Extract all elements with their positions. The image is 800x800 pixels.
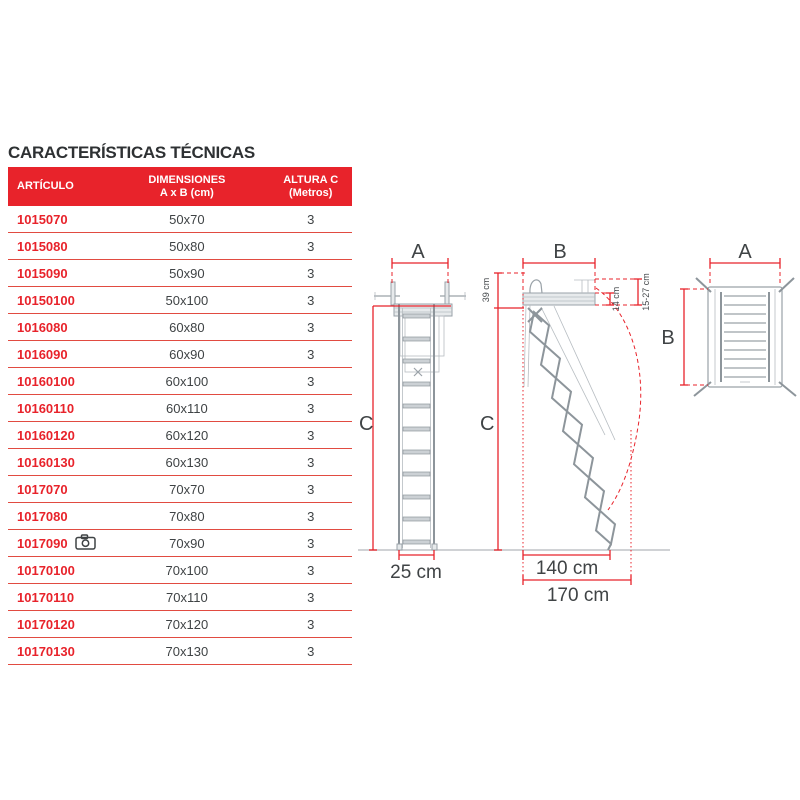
top-dimensions xyxy=(680,258,780,385)
side-height-label: C xyxy=(480,413,495,435)
technical-diagrams xyxy=(358,232,800,622)
articulo-cell xyxy=(8,320,104,335)
articulo-value: 1017080 xyxy=(17,508,68,524)
table-row xyxy=(8,611,352,638)
articulo-cell xyxy=(8,563,104,578)
table-header xyxy=(8,167,352,206)
articulo-cell xyxy=(8,428,104,443)
dimensiones-cell: 60x110 xyxy=(166,400,208,416)
reach-140cm-label: 140 cm xyxy=(535,558,599,579)
articulo-value: 10150100 xyxy=(17,292,75,308)
column-sublabel: A x B (cm) xyxy=(159,186,214,199)
dimensiones-cell: 70x100 xyxy=(165,562,209,578)
table-row xyxy=(8,233,352,260)
articulo-value: 10170100 xyxy=(17,562,75,578)
top-view-structure xyxy=(694,278,796,396)
table-row xyxy=(8,314,352,341)
altura-cell: 3 xyxy=(307,562,315,578)
altura-cell: 3 xyxy=(307,292,315,308)
articulo-value: 1016080 xyxy=(17,319,68,335)
articulo-value: 1015090 xyxy=(17,265,68,281)
top-view-diagram xyxy=(661,241,796,396)
altura-cell: 3 xyxy=(307,427,315,443)
articulo-value: 10170130 xyxy=(17,643,75,659)
front-dimensions xyxy=(369,258,451,560)
reach-170cm-label: 170 cm xyxy=(546,585,610,606)
front-height-label: C xyxy=(359,413,374,435)
altura-cell: 3 xyxy=(307,265,315,281)
dimensiones-cell: 70x90 xyxy=(169,535,205,551)
altura-cell: 3 xyxy=(307,319,315,335)
table-row xyxy=(8,503,352,530)
dimensiones-cell: 50x70 xyxy=(169,211,205,227)
altura-cell: 3 xyxy=(307,373,315,389)
altura-cell: 3 xyxy=(307,535,315,551)
column-label: DIMENSIONES xyxy=(148,174,226,186)
offset-39cm-label: 39 cm xyxy=(481,277,491,303)
altura-cell: 3 xyxy=(307,481,315,497)
articulo-cell xyxy=(8,455,104,470)
articulo-cell xyxy=(8,347,104,362)
dimensiones-cell: 60x80 xyxy=(169,319,205,335)
top-width-label: A xyxy=(738,241,752,263)
dimensiones-cell: 50x90 xyxy=(169,265,205,281)
altura-cell: 3 xyxy=(307,589,315,605)
table-row xyxy=(8,206,352,233)
articulo-cell xyxy=(8,617,104,632)
frame-15-27cm-label: 15-27 cm xyxy=(641,273,651,311)
articulo-value: 10160120 xyxy=(17,427,75,443)
altura-cell: 3 xyxy=(307,238,315,254)
top-view-rungs xyxy=(724,296,766,377)
articulo-value: 1015080 xyxy=(17,238,68,254)
articulo-value: 10170120 xyxy=(17,616,75,632)
table-row xyxy=(8,530,352,557)
articulo-cell xyxy=(8,401,104,416)
specs-table xyxy=(8,167,352,665)
altura-cell: 3 xyxy=(307,400,315,416)
table-row xyxy=(8,476,352,503)
articulo-cell xyxy=(8,590,104,605)
altura-cell: 3 xyxy=(307,643,315,659)
dimensiones-cell: 50x100 xyxy=(165,292,209,308)
dimensiones-cell: 70x70 xyxy=(169,481,205,497)
table-row xyxy=(8,341,352,368)
column-label: ARTÍCULO xyxy=(17,180,74,193)
dimensiones-cell: 60x100 xyxy=(165,373,209,389)
articulo-value: 10170110 xyxy=(17,589,75,605)
articulo-value: 10160130 xyxy=(17,454,75,470)
altura-cell: 3 xyxy=(307,346,315,362)
column-label: ALTURA C xyxy=(283,174,339,186)
articulo-cell xyxy=(8,374,104,389)
dimensiones-cell: 60x90 xyxy=(169,346,205,362)
straight-ladder xyxy=(397,304,437,550)
panel-14cm-label: 14 cm xyxy=(611,286,621,312)
front-width-label: A xyxy=(411,241,425,263)
side-width-label: B xyxy=(553,241,567,263)
dimensiones-cell: 70x110 xyxy=(166,589,208,605)
dimensiones-cell: 70x80 xyxy=(169,508,205,524)
table-row xyxy=(8,287,352,314)
camera-icon xyxy=(75,534,96,553)
column-header-articulo xyxy=(8,180,104,193)
front-base-width-label: 25 cm xyxy=(390,562,442,583)
altura-cell: 3 xyxy=(307,454,315,470)
articulo-cell xyxy=(8,509,104,524)
articulo-cell xyxy=(8,482,104,497)
articulo-cell xyxy=(8,293,104,308)
column-header-dimensiones xyxy=(104,174,269,199)
articulo-cell xyxy=(8,239,104,254)
top-depth-label: B xyxy=(661,327,675,349)
platform-structure xyxy=(523,280,615,440)
dimensiones-cell: 60x130 xyxy=(165,454,209,470)
ladder-rungs xyxy=(403,314,430,544)
page-title: CARACTERÍSTICAS TÉCNICAS xyxy=(8,143,255,162)
table-row xyxy=(8,557,352,584)
articulo-cell xyxy=(8,266,104,281)
articulo-cell xyxy=(8,644,104,659)
altura-cell: 3 xyxy=(307,211,315,227)
dimensiones-cell: 70x130 xyxy=(165,643,209,659)
dimensiones-cell: 60x120 xyxy=(165,427,209,443)
column-header-altura xyxy=(269,174,352,199)
articulo-value: 1016090 xyxy=(17,346,68,362)
table-row xyxy=(8,368,352,395)
side-view-diagram xyxy=(480,241,651,606)
column-sublabel: (Metros) xyxy=(289,186,333,199)
table-body xyxy=(8,206,352,665)
articulo-value: 10160110 xyxy=(17,400,75,416)
altura-cell: 3 xyxy=(307,616,315,632)
articulo-cell xyxy=(8,212,104,227)
dimensiones-cell: 50x80 xyxy=(169,238,205,254)
articulo-value: 1017090 xyxy=(17,535,68,551)
articulo-value: 10160100 xyxy=(17,373,75,389)
articulo-value: 1015070 xyxy=(17,211,68,227)
altura-cell: 3 xyxy=(307,508,315,524)
table-row xyxy=(8,395,352,422)
table-row xyxy=(8,260,352,287)
table-row xyxy=(8,449,352,476)
articulo-value: 1017070 xyxy=(17,481,68,497)
table-row xyxy=(8,638,352,665)
table-row xyxy=(8,422,352,449)
articulo-cell xyxy=(8,533,104,553)
front-view-diagram xyxy=(359,241,466,583)
table-row xyxy=(8,584,352,611)
dimensiones-cell: 70x120 xyxy=(165,616,209,632)
